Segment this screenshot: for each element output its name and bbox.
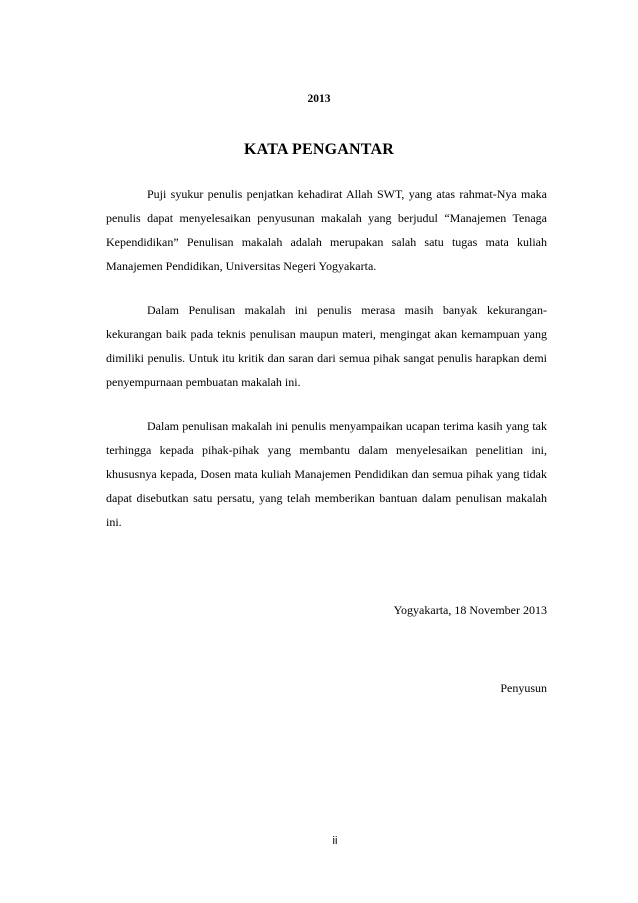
page-title: KATA PENGANTAR — [244, 141, 394, 158]
document-body — [106, 182, 547, 554]
paragraph-thanks: Dalam penulisan makalah ini penulis menyampaikan ucapan terima kasih yang tak terhingga kepada pihak-pihak yang membantu dalam menyelesaikan penelitian ini, khususnya kepada, Dosen mata kuliah Manajemen Pendidikan dan semua pihak yang tidak dapat disebutkan satu persatu, yang telah memberikan bantuan dalam penulisan makalah ini. — [106, 419, 547, 529]
paragraph-intro: Puji syukur penulis penjatkan kehadirat Allah SWT, yang atas rahmat-Nya maka penulis dapat menyelesaikan penyusunan makalah yang berjudul “Manajemen Tenaga Kependidikan” Penulisan makalah adalah merupakan salah satu tugas mata kuliah Manajemen Pendidikan, Universitas Negeri Yogyakarta. — [106, 187, 547, 273]
page-number: ii — [332, 835, 338, 847]
author-signature: Penyusun — [500, 681, 547, 695]
document-year: 2013 — [307, 93, 331, 105]
place-and-date: Yogyakarta, 18 November 2013 — [393, 603, 547, 617]
paragraph-shortcomings: Dalam Penulisan makalah ini penulis merasa masih banyak kekurangan-kekurangan baik pada teknis penulisan maupun materi, mengingat akan kemampuan yang dimiliki penulis. Untuk itu kritik dan saran dari semua pihak sangat penulis harapkan demi penyempurnaan pembuatan makalah ini. — [106, 303, 547, 389]
